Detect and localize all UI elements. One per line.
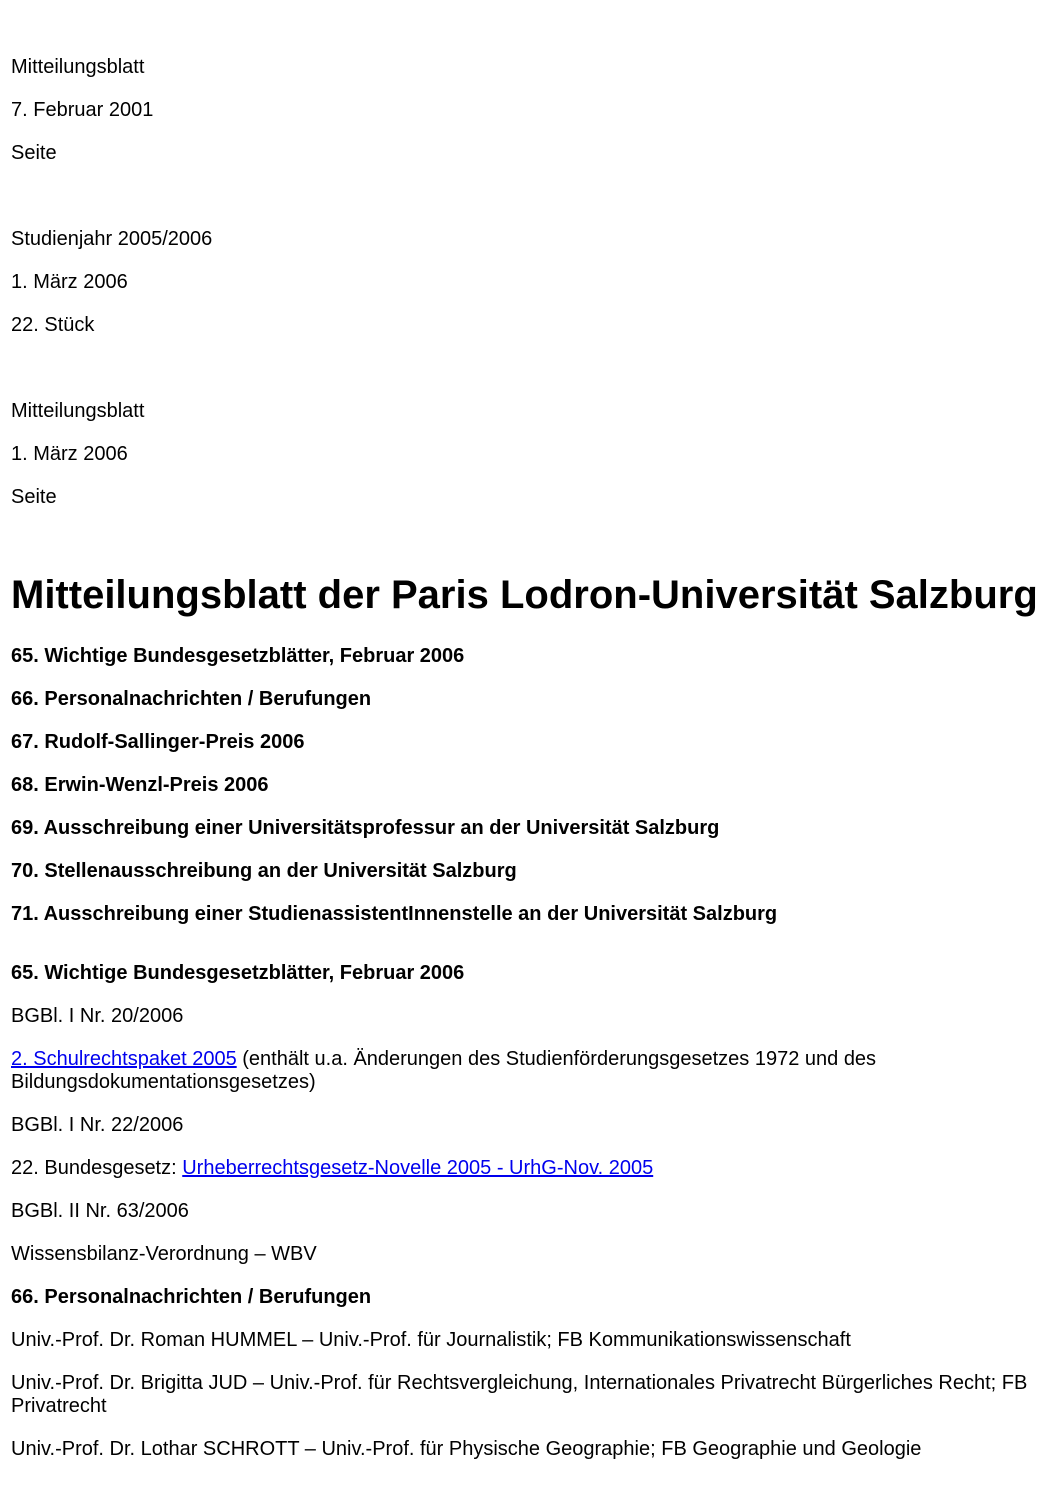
toc-item-71: 71. Ausschreibung einer StudienassistentInnenstelle an der Universität Salzburg — [11, 903, 778, 925]
toc-item-68: 68. Erwin-Wenzl-Preis 2006 — [11, 774, 269, 796]
section-66-heading: 66. Personalnachrichten / Berufungen — [11, 1286, 372, 1308]
wbv-paragraph: Wissensbilanz-Verordnung – WBV — [11, 1243, 317, 1265]
masthead-line: 1. März 2006 — [11, 443, 128, 465]
masthead-line: 1. März 2006 — [11, 271, 128, 293]
bundesgesetz-paragraph — [11, 1157, 1046, 1180]
masthead-line: 22. Stück — [11, 314, 95, 336]
bgbl-ref: BGBl. II Nr. 63/2006 — [11, 1200, 189, 1222]
masthead-line: Seite — [11, 486, 57, 508]
masthead-line: Seite — [11, 142, 57, 164]
blank-line — [11, 357, 1046, 380]
urhg-novelle-link[interactable]: Urheberrechtsgesetz-Novelle 2005 - UrhG-Nov. 2005 — [182, 1157, 654, 1179]
blank-line — [11, 529, 1046, 552]
toc-item-69: 69. Ausschreibung einer Universitätsprofessur an der Universität Salzburg — [11, 817, 720, 839]
personnel-entry: Univ.-Prof. Dr. Brigitta JUD – Univ.-Prof. für Rechtsvergleichung, Internationales Privatrecht Bürgerliches Recht; FB Privatrecht — [11, 1372, 1028, 1417]
masthead-line: Mitteilungsblatt — [11, 56, 145, 78]
page-title: Mitteilungsblatt der Paris Lodron-Universität Salzburg — [11, 573, 1038, 617]
toc-item-65: 65. Wichtige Bundesgesetzblätter, Februar 2006 — [11, 645, 465, 667]
schulrechtspaket-description: (enthält u.a. Änderungen des Studienförderungsgesetzes 1972 und des Bildungsdokumentationsgesetzes) — [11, 1048, 877, 1093]
masthead-line: Studienjahr 2005/2006 — [11, 228, 213, 250]
toc-item-70: 70. Stellenausschreibung an der Universität Salzburg — [11, 860, 517, 882]
section-65-heading: 65. Wichtige Bundesgesetzblätter, Februar 2006 — [11, 962, 465, 984]
toc-item-66: 66. Personalnachrichten / Berufungen — [11, 688, 372, 710]
schulrechtspaket-paragraph — [11, 1048, 1046, 1094]
bgbl-ref: BGBl. I Nr. 20/2006 — [11, 1005, 184, 1027]
toc-item-67: 67. Rudolf-Sallinger-Preis 2006 — [11, 731, 305, 753]
personnel-entry: Univ.-Prof. Dr. Roman HUMMEL – Univ.-Prof. für Journalistik; FB Kommunikationswissenschaft — [11, 1329, 851, 1351]
masthead-line: 7. Februar 2001 — [11, 99, 154, 121]
blank-line — [11, 185, 1046, 208]
bgbl-ref: BGBl. I Nr. 22/2006 — [11, 1114, 184, 1136]
bundesgesetz-prefix: 22. Bundesgesetz: — [11, 1157, 183, 1179]
personnel-entry: Univ.-Prof. Dr. Lothar SCHROTT – Univ.-Prof. für Physische Geographie; FB Geographie und Geologie — [11, 1438, 922, 1460]
masthead-line: Mitteilungsblatt — [11, 400, 145, 422]
schulrechtspaket-link[interactable]: 2. Schulrechtspaket 2005 — [11, 1048, 237, 1070]
